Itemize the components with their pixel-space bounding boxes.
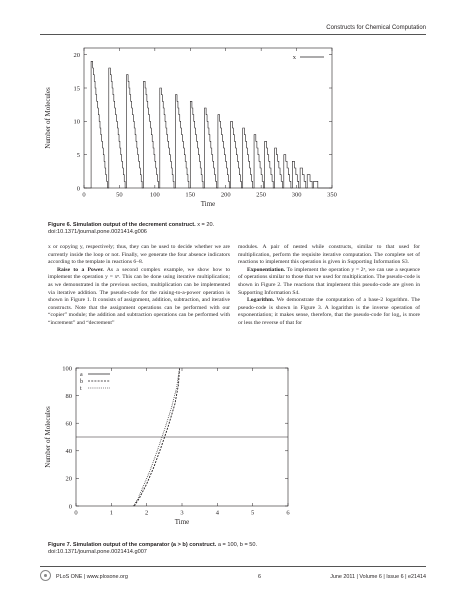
y-tick-label: 80 <box>65 392 72 400</box>
x-axis-label: Time <box>200 200 216 208</box>
y-tick-label: 100 <box>62 365 72 373</box>
paragraph-text: To implement the operation y = 2ˣ, we can use a sequence of operations similar to those that we used for multiplication. The pseudo-code is shown in Figure 2. The reactions that implement this pseudo-code are given in Supporting Information S4. <box>238 266 420 296</box>
figure-6-caption <box>48 222 388 236</box>
x-tick-label: 150 <box>185 191 196 199</box>
figure-7-doi: doi:10.1371/journal.pone.0021414.g007 <box>48 549 147 556</box>
running-head: Constructs for Chemical Computation <box>326 25 426 31</box>
x-axis-label: Time <box>174 518 190 526</box>
x-tick-label: 0 <box>74 509 78 517</box>
paragraph-heading: Exponentiation. <box>247 266 286 273</box>
paragraph <box>48 244 230 267</box>
series-line-t <box>133 371 179 506</box>
plot-frame <box>84 48 332 188</box>
figure-6-caption-param: x = 20. <box>197 222 215 228</box>
figure-6-plot <box>40 40 340 218</box>
legend-label: t <box>80 386 82 392</box>
figure-6-doi: doi:10.1371/journal.pone.0021414.g006 <box>48 229 147 236</box>
paragraph <box>48 267 230 328</box>
y-tick-label: 20 <box>73 51 80 59</box>
paragraph <box>238 267 420 297</box>
paragraph-text: modules. A pair of nested while constructs, similar to that used for multiplication, perform the requisite iterative computation. The complete set of reactions to implement this operation is given in Supporting Information S3. <box>238 244 420 266</box>
x-tick-label: 350 <box>327 191 337 199</box>
paragraph <box>238 297 420 327</box>
x-tick-label: 300 <box>291 191 302 199</box>
footer-issue: June 2011 | Volume 6 | Issue 6 | e21414 <box>330 574 426 580</box>
y-tick-label: 40 <box>65 448 72 456</box>
y-tick-label: 0 <box>68 503 72 511</box>
plos-logo-icon <box>40 570 51 581</box>
x-tick-label: 6 <box>286 509 290 517</box>
y-tick-label: 10 <box>73 118 80 126</box>
paragraph-heading: Raise to a Power. <box>57 266 104 273</box>
x-tick-label: 4 <box>215 509 219 517</box>
y-tick-label: 60 <box>65 420 72 428</box>
body-column-left <box>48 244 230 328</box>
y-tick-label: 15 <box>73 85 80 93</box>
paragraph-heading: Logarithm. <box>247 297 275 304</box>
legend-label: x <box>292 54 296 61</box>
x-tick-label: 0 <box>82 191 86 199</box>
y-tick-label: 20 <box>65 475 72 483</box>
figure-7-caption-label: Figure 7. Simulation output of the comparator (a > b) construct. <box>48 542 217 548</box>
figure-7-caption <box>48 542 388 556</box>
paragraph-text: x or copying y, respectively; thus, they can be used to decide whether we are currently inside the loop or not. Finally, we generate the four absence indicators according to the template in reactions 6–8. <box>48 244 230 266</box>
figure-7-caption-param: a = 100, b = 50. <box>217 542 258 548</box>
x-tick-label: 5 <box>251 509 255 517</box>
x-tick-label: 3 <box>180 509 184 517</box>
legend-label: a <box>80 372 83 378</box>
figure-7-plot <box>40 362 308 542</box>
body-column-right <box>238 244 420 328</box>
y-tick-label: 5 <box>76 151 80 159</box>
footer-page-number: 6 <box>258 574 261 580</box>
y-axis-label: Number of Molecules <box>44 87 52 149</box>
legend-label: b <box>80 379 83 385</box>
header-rule <box>40 34 426 35</box>
paragraph-text: We demonstrate the computation of a base-2 logarithm. The pseudo-code is shown in Figure 3. A logarithm is the inverse operation of exponentiation; it makes sense, therefore, that the pseudo-code for log₂ is more or less the reverse of that for <box>238 297 420 326</box>
y-axis-label: Number of Molecules <box>44 406 52 468</box>
x-tick-label: 2 <box>145 509 149 517</box>
x-tick-label: 50 <box>116 191 123 199</box>
paragraph-text: As a second complex example, we show how to implement the operation y = xⁿ. This can be done using iterative multiplication; as we demonstrated in the previous section, multiplication can be implemented via iterative addition. The pseudo-code for the raising-to-a-power operation is shown in Figure 1. It consists of assignment, addition, subtraction, and iterative constructs. Note that the assignment operations can be performed with our “copier” module; the addition and subtraction operations can be performed with “increment” and “decrement” <box>48 266 230 326</box>
paragraph <box>238 244 420 267</box>
footer-journal: PLoS ONE | www.plosone.org <box>56 574 128 580</box>
y-tick-label: 0 <box>76 185 80 193</box>
figure-6-caption-label: Figure 6. Simulation output of the decrement construct. <box>48 222 196 228</box>
x-tick-label: 100 <box>149 191 160 199</box>
footer-rule <box>40 566 426 567</box>
x-tick-label: 250 <box>256 191 267 199</box>
x-tick-label: 200 <box>220 191 231 199</box>
series-line-x <box>84 61 332 188</box>
x-tick-label: 1 <box>109 509 113 517</box>
